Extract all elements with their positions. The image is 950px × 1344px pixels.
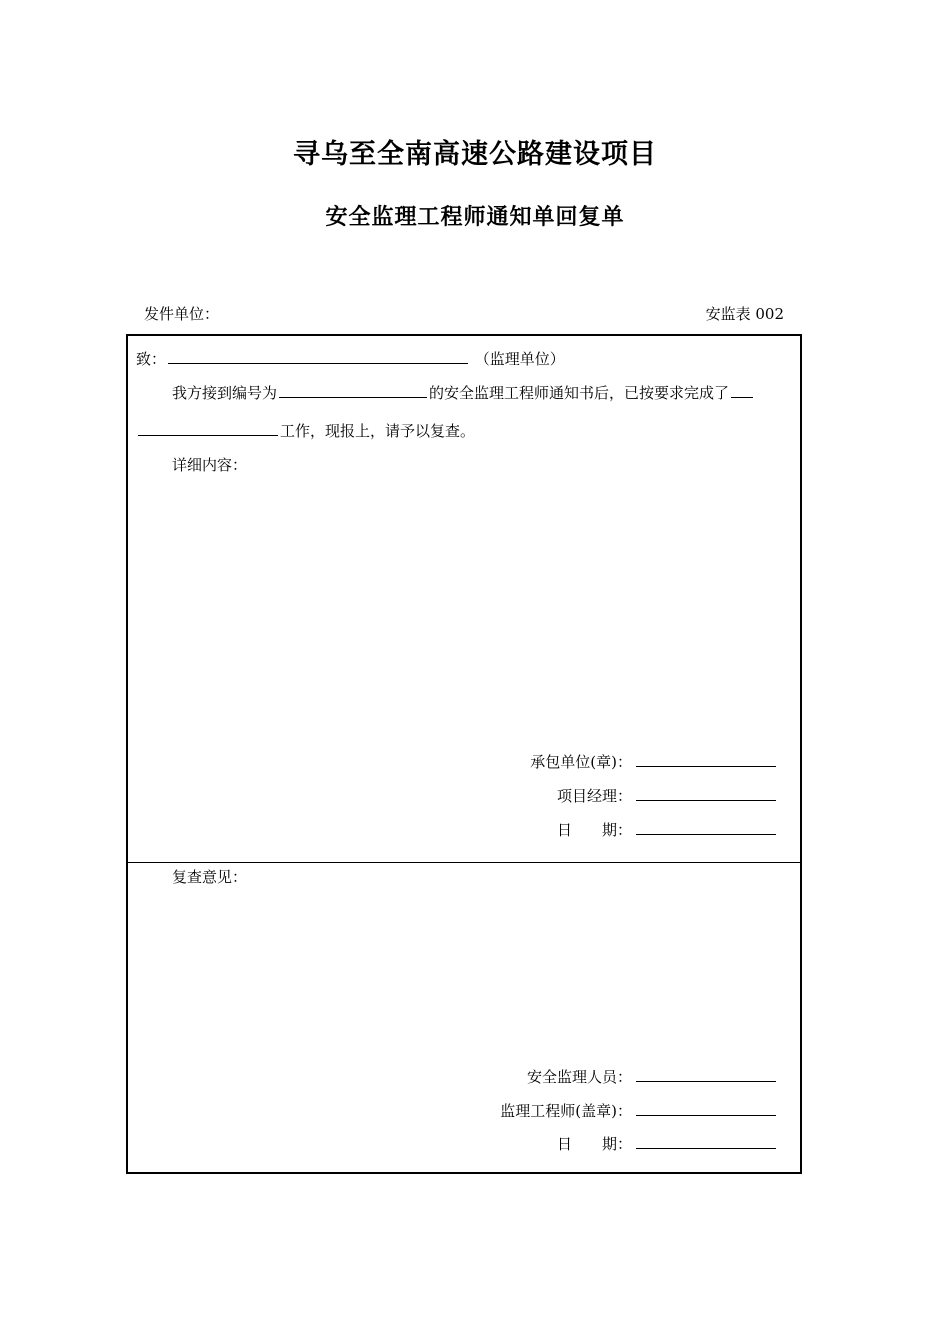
engineer-label: 监理工程师(盖章)： <box>500 1102 632 1120</box>
safety-supervisor-label: 安全监理人员： <box>526 1068 632 1086</box>
details-label: 详细内容： <box>172 456 248 474</box>
review-date-field[interactable] <box>636 1133 776 1149</box>
reply-date-field[interactable] <box>636 819 776 835</box>
body-text-2: 的安全监理工程师通知书后，已按要求完成了 <box>429 384 730 402</box>
body-line-2 <box>136 420 475 441</box>
engineer-row <box>500 1100 778 1121</box>
document-title: 寻乌至全南高速公路建设项目 <box>293 139 657 170</box>
completed-work-field[interactable] <box>138 420 278 436</box>
to-field[interactable] <box>168 348 468 364</box>
contractor-field[interactable] <box>636 751 776 767</box>
reply-date-label: 日 期： <box>556 821 632 839</box>
review-date-label: 日 期： <box>556 1135 632 1153</box>
engineer-field[interactable] <box>636 1100 776 1116</box>
safety-supervisor-field[interactable] <box>636 1066 776 1082</box>
reply-date-row <box>557 819 778 840</box>
contractor-signature-row <box>530 751 778 772</box>
body-text-1: 我方接到编号为 <box>172 384 278 402</box>
review-date-row <box>557 1133 778 1154</box>
sender-label: 发件单位： <box>144 305 220 323</box>
to-label: 致： <box>136 350 167 368</box>
manager-field[interactable] <box>636 785 776 801</box>
body-line-1 <box>172 382 755 403</box>
document-subtitle: 安全监理工程师通知单回复单 <box>325 205 625 230</box>
completed-work-field-start[interactable] <box>731 382 753 398</box>
review-opinion-label: 复查意见： <box>172 868 248 886</box>
contractor-label: 承包单位(章)： <box>530 753 632 771</box>
body-text-3: 工作，现报上，请予以复查。 <box>280 422 476 440</box>
section-divider <box>128 862 800 863</box>
manager-signature-row <box>557 785 778 806</box>
manager-label: 项目经理： <box>556 787 632 805</box>
notice-number-field[interactable] <box>279 382 427 398</box>
safety-supervisor-row <box>527 1066 778 1087</box>
reply-form <box>126 334 802 1174</box>
to-line <box>136 348 565 369</box>
form-code: 安监表 002 <box>705 305 784 323</box>
to-suffix: （监理单位） <box>474 350 565 368</box>
